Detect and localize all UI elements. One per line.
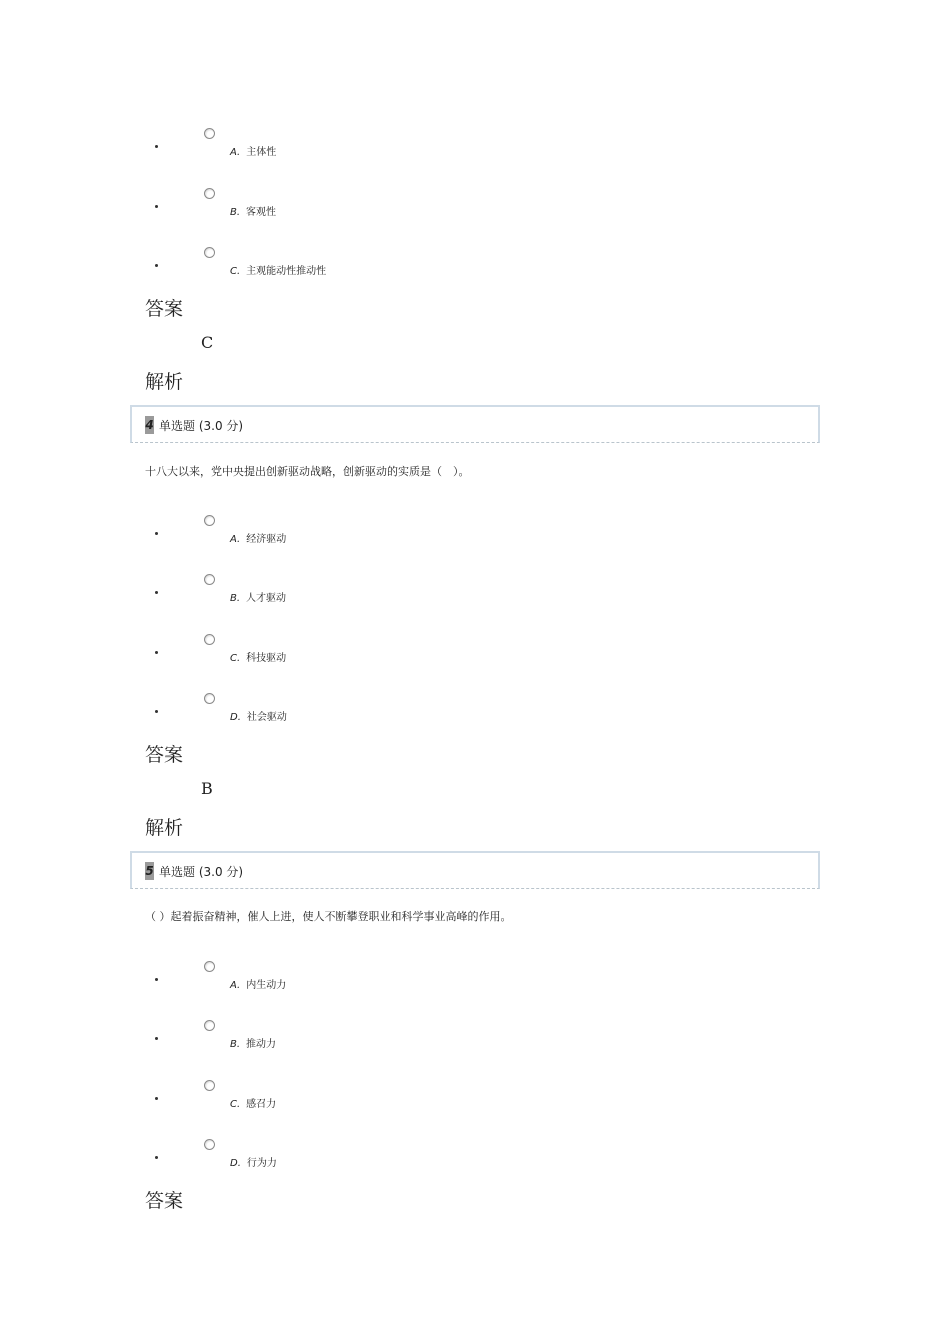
option-label-c xyxy=(230,649,286,664)
list-bullet xyxy=(155,651,158,654)
option-letter: D. xyxy=(230,1158,241,1169)
list-bullet xyxy=(155,1037,158,1040)
list-bullet xyxy=(155,145,158,148)
option-text: 推动力 xyxy=(246,1039,277,1050)
option-label-a xyxy=(230,976,286,991)
question-type: 单选题 (3.0 分) xyxy=(159,419,244,433)
option-text: 经济驱动 xyxy=(246,534,287,545)
option-radio-c[interactable] xyxy=(204,634,215,645)
option-text: 行为力 xyxy=(246,1158,277,1169)
question-number: 5 xyxy=(145,864,154,878)
option-label-b xyxy=(230,203,276,218)
analysis-heading: 解析 xyxy=(145,817,184,839)
option-letter: A. xyxy=(230,980,241,991)
answer-value: C xyxy=(201,333,214,352)
list-bullet xyxy=(155,591,158,594)
option-radio-b[interactable] xyxy=(204,574,215,585)
option-text: 社会驱动 xyxy=(246,712,287,723)
answer-value: B xyxy=(201,779,213,798)
option-label-c xyxy=(230,262,326,277)
list-bullet xyxy=(155,1156,158,1159)
option-letter: B. xyxy=(230,207,241,218)
question-stem: （ ）起着振奋精神，催人上进，使人不断攀登职业和科学事业高峰的作用。 xyxy=(145,910,512,923)
question-header xyxy=(130,405,820,443)
answer-heading: 答案 xyxy=(145,1190,184,1212)
option-text: 主观能动性推动性 xyxy=(246,266,327,277)
list-bullet xyxy=(155,978,158,981)
list-bullet xyxy=(155,1097,158,1100)
option-letter: C. xyxy=(230,266,241,277)
answer-heading: 答案 xyxy=(145,744,184,766)
option-radio-a[interactable] xyxy=(204,515,215,526)
option-text: 客观性 xyxy=(246,207,277,218)
option-radio-d[interactable] xyxy=(204,1139,215,1150)
option-label-b xyxy=(230,1035,276,1050)
option-letter: A. xyxy=(230,147,241,158)
option-letter: C. xyxy=(230,1099,241,1110)
list-bullet xyxy=(155,532,158,535)
question-header xyxy=(130,851,820,889)
option-letter: B. xyxy=(230,1039,241,1050)
option-text: 人才驱动 xyxy=(246,593,287,604)
question-stem: 十八大以来，党中央提出创新驱动战略，创新驱动的实质是（ ）。 xyxy=(145,465,470,478)
option-label-a xyxy=(230,530,286,545)
question-number: 4 xyxy=(145,418,154,432)
option-letter: D. xyxy=(230,712,241,723)
option-label-c xyxy=(230,1095,276,1110)
option-radio-c[interactable] xyxy=(204,1080,215,1091)
option-text: 内生动力 xyxy=(246,980,287,991)
option-label-d xyxy=(230,1154,277,1169)
analysis-heading: 解析 xyxy=(145,371,184,393)
option-letter: C. xyxy=(230,653,241,664)
option-text: 科技驱动 xyxy=(246,653,287,664)
option-text: 主体性 xyxy=(246,147,277,158)
option-radio-a[interactable] xyxy=(204,128,215,139)
option-label-a xyxy=(230,143,276,158)
option-radio-b[interactable] xyxy=(204,1020,215,1031)
option-radio-c[interactable] xyxy=(204,247,215,258)
option-letter: A. xyxy=(230,534,241,545)
answer-heading: 答案 xyxy=(145,298,184,320)
option-radio-a[interactable] xyxy=(204,961,215,972)
option-radio-d[interactable] xyxy=(204,693,215,704)
list-bullet xyxy=(155,710,158,713)
option-letter: B. xyxy=(230,593,241,604)
list-bullet xyxy=(155,264,158,267)
option-radio-b[interactable] xyxy=(204,188,215,199)
question-type: 单选题 (3.0 分) xyxy=(159,865,244,879)
list-bullet xyxy=(155,205,158,208)
option-label-d xyxy=(230,708,287,723)
option-label-b xyxy=(230,589,286,604)
option-text: 感召力 xyxy=(246,1099,277,1110)
